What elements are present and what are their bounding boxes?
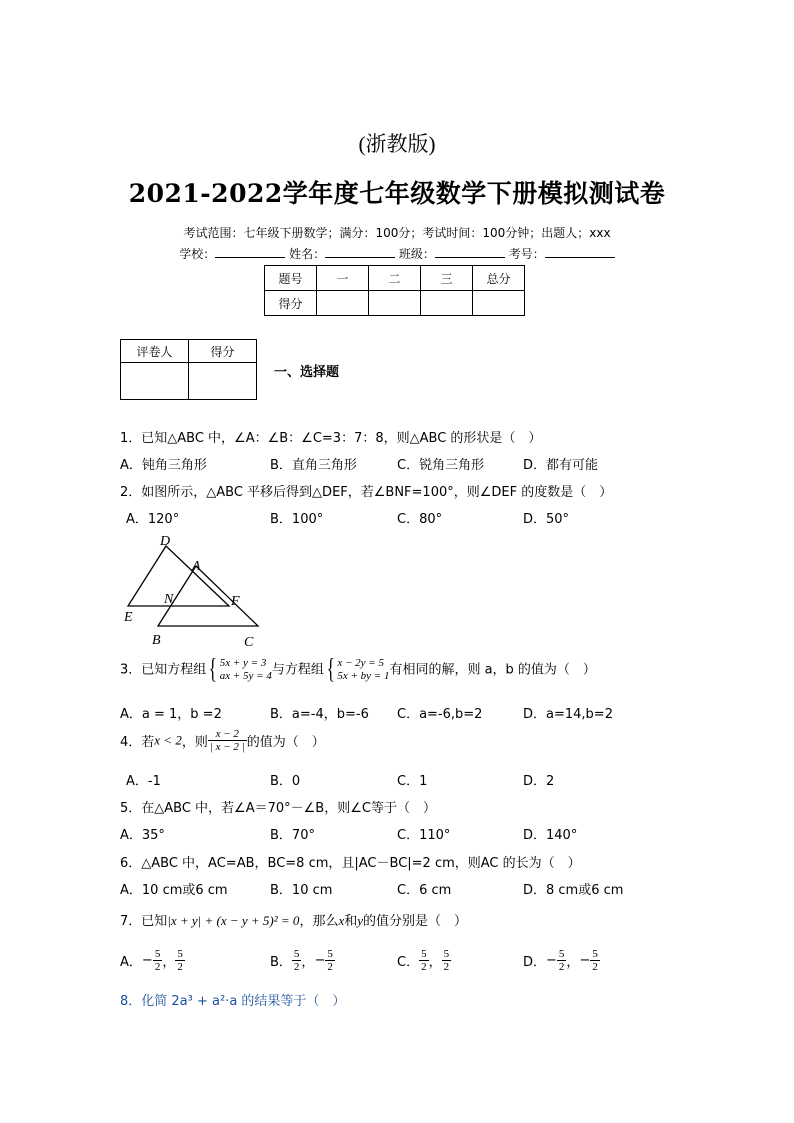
question-5-stem: 5．在△ABC 中，若∠A＝70°－∠B，则∠C等于（ ）	[120, 801, 436, 816]
numerator: 5	[177, 948, 183, 960]
q3-text-mid: 与方程组	[271, 662, 324, 678]
q7-var-x: x	[338, 913, 345, 928]
q1-option-d[interactable]: D．都有可能	[523, 458, 599, 473]
triangle-figure	[118, 532, 268, 650]
score-header-cell: 二	[369, 266, 421, 291]
label-c: C	[244, 635, 254, 650]
q2-option-c[interactable]: C．80°	[397, 512, 443, 527]
numerator: 5	[592, 948, 598, 960]
q5-option-c[interactable]: C．110°	[397, 828, 451, 843]
score-cell[interactable]	[473, 291, 525, 316]
sys2-eq1: x − 2y = 5	[337, 657, 384, 669]
q7a-label: A．	[120, 955, 142, 970]
score-cell[interactable]	[369, 291, 421, 316]
q5-option-d[interactable]: D．140°	[523, 828, 578, 843]
score-row-label: 得分	[265, 291, 317, 316]
question-4-stem	[120, 728, 325, 753]
grader-header-cell: 得分	[189, 340, 257, 363]
q3-text-post: 有相同的解，则 a，b 的值为（ ）	[389, 662, 596, 678]
q2-option-a[interactable]: A．120°	[126, 512, 180, 527]
section-title: 一、选择题	[274, 365, 340, 380]
q4-condition: x < 2	[154, 732, 182, 748]
denominator: 2	[293, 961, 300, 973]
q2-option-d[interactable]: D．50°	[523, 512, 570, 527]
q7b-sign2: −	[314, 953, 326, 968]
grader-header-cell: 评卷人	[121, 340, 189, 363]
q4-text-mid: ，则	[181, 735, 208, 750]
q7b-label: B．	[270, 955, 292, 970]
q1-option-a[interactable]: A．钝角三角形	[120, 458, 207, 473]
q7-option-b[interactable]	[270, 948, 335, 973]
triangle-def	[128, 546, 229, 606]
q6-option-b[interactable]: B．10 cm	[270, 883, 333, 898]
numerator: 5	[443, 948, 450, 960]
class-blank[interactable]	[435, 245, 505, 258]
score-cell[interactable]	[421, 291, 473, 316]
question-2-stem: 2．如图所示，△ABC 平移后得到△DEF，若∠BNF=100°，则∠DEF 的度数是（ ）	[120, 485, 613, 500]
q4-denominator: | x − 2 |	[209, 741, 245, 753]
q7a-frac1	[153, 948, 163, 973]
score-table	[264, 265, 525, 316]
denominator: 2	[154, 961, 161, 973]
q1-option-b[interactable]: B．直角三角形	[270, 458, 357, 473]
q7d-sign1: −	[546, 953, 557, 968]
sys1-eq1: 5x + y = 3	[219, 657, 267, 669]
edition-label: (浙教版)	[358, 132, 436, 156]
question-6-stem: 6．△ABC 中，AC=AB，BC=8 cm，且|AC－BC|=2 cm，则AC 的长为（ ）	[120, 856, 581, 871]
grader-header-row	[121, 340, 257, 363]
q3-system-1	[220, 657, 272, 683]
score-cell[interactable]	[317, 291, 369, 316]
q7-expression: |x + y| + (x − y + 5)² = 0	[167, 913, 300, 928]
q3-option-b[interactable]: B．a=-4，b=-6	[270, 707, 369, 722]
q7b-frac1	[292, 948, 302, 973]
comma: ，	[162, 955, 176, 970]
q4-fraction	[208, 728, 247, 753]
q2-option-b[interactable]: B．100°	[270, 512, 324, 527]
question-7-stem	[120, 910, 467, 929]
student-fields	[0, 245, 794, 262]
school-label: 学校：	[179, 247, 216, 261]
numerator: 5	[421, 948, 427, 960]
q7a-frac2	[175, 948, 185, 973]
numerator: 5	[293, 948, 300, 960]
score-header-cell: 一	[317, 266, 369, 291]
q4-text-post: 的值为（ ）	[246, 735, 325, 750]
q6-option-a[interactable]: A．10 cm或6 cm	[120, 883, 228, 898]
name-blank[interactable]	[325, 245, 395, 258]
sys2-eq2: 5x + by = 1	[337, 670, 390, 682]
q6-option-c[interactable]: C．6 cm	[397, 883, 452, 898]
denominator: 2	[592, 961, 598, 973]
school-blank[interactable]	[215, 245, 285, 258]
brace-icon: {	[326, 654, 335, 685]
q1-option-c[interactable]: C．锐角三角形	[397, 458, 485, 473]
denominator: 2	[327, 961, 333, 973]
q7-var-y: y	[357, 913, 364, 928]
q3-option-d[interactable]: D．a=14,b=2	[523, 707, 613, 722]
q3-text-pre: 3．已知方程组	[120, 662, 207, 678]
q4-option-b[interactable]: B．0	[270, 774, 301, 789]
q3-system-2	[337, 657, 389, 683]
numerator: 5	[154, 948, 161, 960]
q7-text-mid: ，那么	[299, 914, 339, 929]
q7c-label: C．	[397, 955, 420, 970]
question-8-stem: 8．化简 2a³ + a²·a 的结果等于（ ）	[120, 994, 346, 1009]
q7-option-a[interactable]	[120, 948, 185, 973]
label-n: N	[164, 592, 174, 607]
q4-option-a[interactable]: A．-1	[126, 774, 161, 789]
q7a-sign1: −	[141, 953, 153, 968]
grader-table	[120, 339, 257, 400]
grader-cell[interactable]	[189, 363, 257, 400]
q7d-label: D．	[523, 955, 547, 970]
grader-value-row	[121, 363, 257, 400]
q7-text-post: 的值分别是（ ）	[363, 914, 468, 929]
q3-option-c[interactable]: C．a=-6,b=2	[397, 707, 483, 722]
score-value-row	[265, 291, 525, 316]
q7-text-pre: 7．已知	[120, 914, 168, 929]
q7-option-c[interactable]	[397, 948, 451, 973]
denominator: 2	[558, 961, 565, 973]
numerator: 5	[558, 948, 565, 960]
q4-text-pre: 4．若	[120, 735, 155, 750]
denominator: 2	[177, 961, 183, 973]
q5-option-a[interactable]: A．35°	[120, 828, 165, 843]
grader-cell[interactable]	[121, 363, 189, 400]
q7d-frac2	[590, 948, 600, 973]
brace-icon: {	[208, 654, 218, 685]
q7-option-d[interactable]	[523, 948, 600, 973]
label-d: D	[160, 534, 171, 549]
q3-option-a[interactable]: A．a = 1，b =2	[120, 707, 222, 722]
comma: ，	[428, 955, 442, 970]
name-label: 姓名：	[289, 247, 326, 261]
label-a: A	[192, 559, 201, 574]
q7b-frac2	[325, 948, 335, 973]
q7d-frac1	[557, 948, 567, 973]
label-b: B	[152, 633, 161, 648]
exam-title: 2021-2022学年度七年级数学下册模拟测试卷	[128, 179, 666, 208]
score-header-cell: 总分	[473, 266, 525, 291]
q4-numerator: x − 2	[208, 728, 247, 741]
q4-option-d[interactable]: D．2	[523, 774, 555, 789]
numerator: 5	[327, 948, 333, 960]
sys1-eq2: ax + 5y = 4	[219, 670, 272, 682]
score-header-row	[265, 266, 525, 291]
label-e: E	[124, 610, 133, 625]
q7c-frac1	[419, 948, 429, 973]
score-header-cell: 三	[421, 266, 473, 291]
q7-and: 和	[344, 914, 358, 929]
class-label: 班级：	[398, 247, 435, 261]
q7c-frac2	[442, 948, 452, 973]
q6-option-d[interactable]: D．8 cm或6 cm	[523, 883, 624, 898]
denominator: 2	[443, 961, 450, 973]
comma: ，	[566, 955, 580, 970]
comma: ，	[301, 955, 315, 970]
exam-info: 考试范围：七年级下册数学；满分：100分；考试时间：100分钟；出题人；xxx	[183, 226, 611, 240]
q4-option-c[interactable]: C．1	[397, 774, 428, 789]
denominator: 2	[421, 961, 427, 973]
question-1-stem: 1．已知△ABC 中，∠A：∠B：∠C=3：7：8，则△ABC 的形状是（ ）	[120, 431, 542, 446]
q7d-sign2: −	[579, 953, 591, 968]
label-f: F	[231, 594, 240, 609]
score-header-cell: 题号	[265, 266, 317, 291]
number-label: 考号：	[508, 247, 545, 261]
question-3-stem	[120, 654, 596, 685]
q5-option-b[interactable]: B．70°	[270, 828, 315, 843]
number-blank[interactable]	[545, 245, 615, 258]
